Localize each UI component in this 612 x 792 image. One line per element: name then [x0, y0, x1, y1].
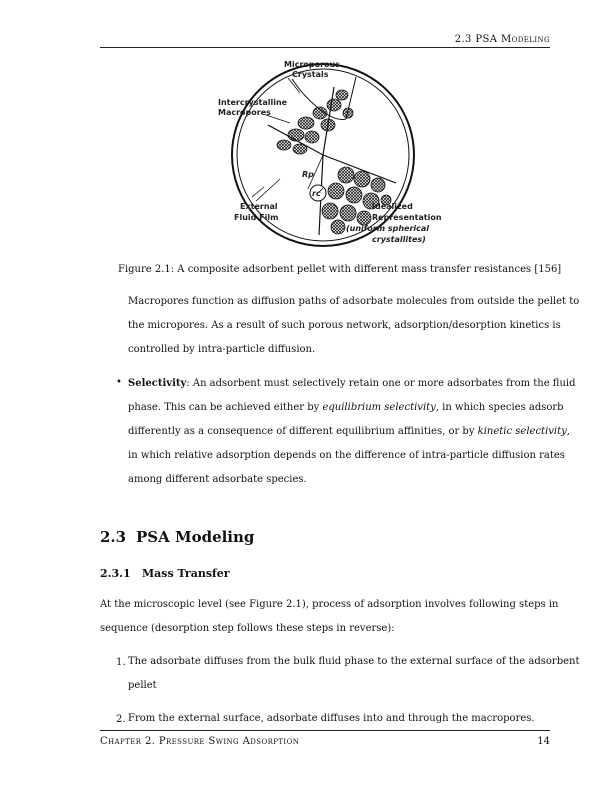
text-span: phase. This can be achieved either by [128, 402, 323, 413]
text-span: : An adsorbent must selectively retain one or more adsorbates from the fluid [186, 378, 576, 389]
paragraph-macropores [128, 290, 580, 362]
running-header [100, 33, 550, 48]
subsection-heading [100, 567, 230, 580]
section-heading [100, 528, 254, 546]
text-line [128, 372, 576, 396]
text-line: sequence (desorption step follows these steps in reverse): [100, 623, 395, 634]
running-title: 2.3 PSA Modeling [454, 34, 550, 45]
text-line: among different adsorbate species. [128, 474, 307, 485]
subsection-title: Mass Transfer [142, 567, 230, 580]
text-line: Macropores function as diffusion paths of adsorbate molecules from outside the pellet to [128, 296, 580, 307]
list-number: 2. [116, 714, 126, 725]
label-intercrystalline: Intercrystalline [218, 98, 288, 107]
text-span: , in which species adsorb [435, 402, 564, 413]
label-crystallites: crystallites) [372, 235, 426, 244]
text-line [128, 420, 570, 444]
text-line: At the microscopic level (see Figure 2.1), process of adsorption involves following steps in [100, 599, 559, 610]
label-macropores: Macropores [218, 108, 271, 117]
text-span: differently as a consequence of different equilibrium affinities, or by [128, 426, 478, 437]
term-kinetic-selectivity: kinetic selectivity [477, 426, 567, 437]
list-item [128, 650, 580, 698]
label-microporous: Microporous [284, 60, 341, 69]
label-rc: rc [312, 189, 321, 198]
text-span: , [566, 426, 570, 437]
term-selectivity: Selectivity [128, 378, 187, 389]
label-rp: Rp [302, 170, 314, 179]
text-line: pellet [128, 680, 157, 691]
section-number: 2.3 [100, 528, 127, 546]
text-line: The adsorbate diffuses from the bulk fluid phase to the external surface of the adsorbent [128, 656, 580, 667]
label-external: External [240, 202, 278, 211]
text-line [128, 396, 564, 420]
list-item [128, 707, 548, 731]
subsection-number: 2.3.1 [100, 567, 131, 580]
bullet-mark: • [116, 377, 122, 388]
list-number: 1. [116, 657, 126, 668]
label-crystals: Crystals [292, 70, 329, 79]
figure-caption: Figure 2.1: A composite adsorbent pellet with different mass transfer resistances [156] [118, 264, 562, 275]
upper-crystals [277, 90, 353, 154]
text-line: From the external surface, adsorbate diffuses into and through the macropores. [128, 713, 535, 724]
label-idealized: Idealized [372, 202, 413, 211]
leader-fluid-film [256, 179, 280, 201]
text-line: the micropores. As a result of such porous network, adsorption/desorption kinetics is [128, 320, 561, 331]
text-line: controlled by intra-particle diffusion. [128, 344, 316, 355]
text-line: in which relative adsorption depends on the difference of intra-particle diffusion rates [128, 450, 565, 461]
figure-adsorbent-pellet [196, 55, 456, 255]
label-representation: Representation [372, 213, 442, 222]
page-footer [100, 730, 550, 751]
label-uniform: (uniform spherical [346, 224, 430, 233]
section-title: PSA Modeling [136, 528, 255, 546]
leader-microporous [288, 78, 300, 93]
label-fluid-film: Fluid Film [234, 213, 279, 222]
bullet-selectivity [128, 372, 576, 492]
term-equilibrium-selectivity: equilibrium selectivity [322, 402, 436, 413]
footer-chapter: Chapter 2. Pressure Swing Adsorption [100, 736, 300, 747]
paragraph-microscopic [100, 593, 559, 641]
pellet-diagram [196, 55, 456, 255]
page-number: 14 [537, 736, 550, 747]
